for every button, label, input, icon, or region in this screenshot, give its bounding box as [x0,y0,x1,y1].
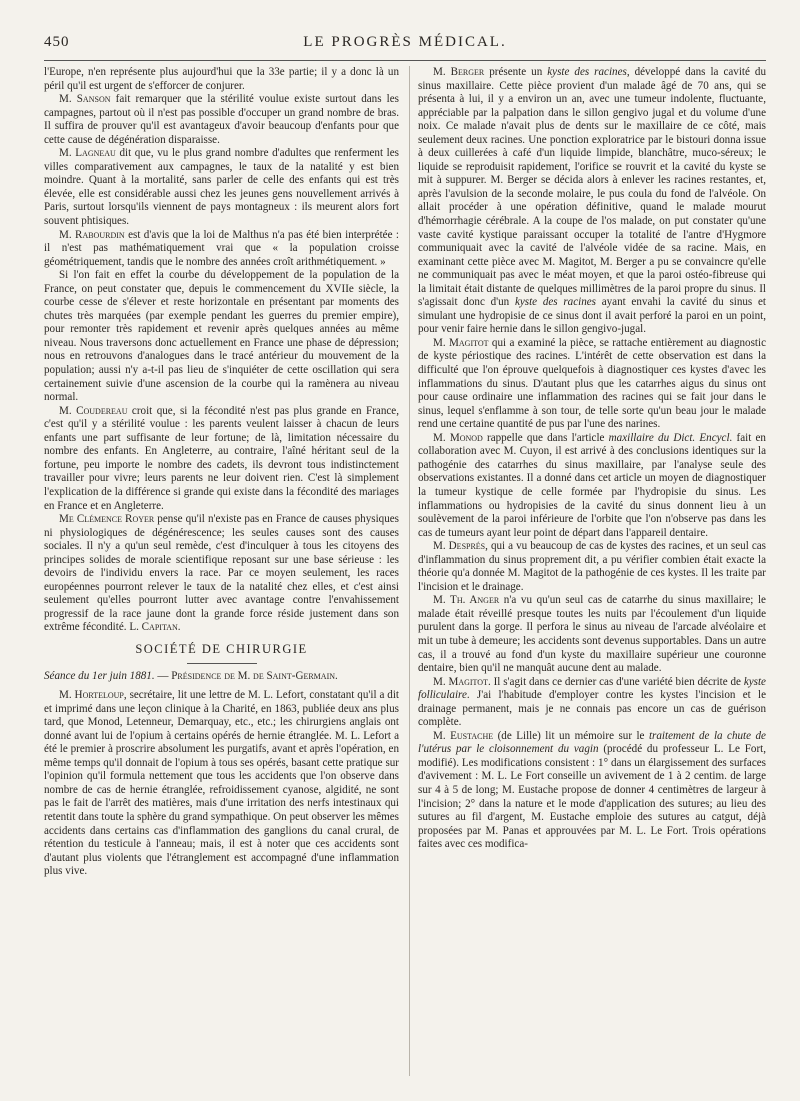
paragraph: M. Lagneau dit que, vu le plus grand nombre d'adultes que renferment les villes comparativement aux campagnes, le taux de la natalité y est bien moindre. Quant à la mortalité, sans parler de celle des enfants qui est très élevée, elle est considérable aussi chez les jeunes gens nouvellement arrivés à Paris, surtout lorsqu'ils viennent de pays montagneux : ils meurent alors fort souvent phtisiques. [44,147,399,228]
speaker-name: Me Clémence Royer [59,513,155,526]
speaker-name: M. Th. Anger [433,594,500,607]
section-rule [187,663,257,664]
paragraph: M. Horteloup, secrétaire, lit une lettre de M. L. Lefort, constatant qu'il a dit et imprimé dans une leçon clinique à la Charité, en 1863, publiée deux ans plus tard, que Monod, Letenneur, Demarquay, etc., etc.; les chirurgiens anglais ont donné avant lui de l'opium à certains opérés de hernie étranglée. M. L. Lefort a été le premier à proscrire absolument les purgatifs, avant et après l'opération, en même temps qu'il donnait de l'opium à tous ses opérés, basant cette pratique sur l'opinion qu'il formula nettement que tous les accidents que l'on observe dans nombre de cas de hernie étranglée, refroidissement cyanose, algidité, ne sont pas le fait de l'arrêt des matières, mais d'une irritation des nerfs intestinaux qui retentit dans toute la sphère du grand sympathique. On peut observer les mêmes accidents dans certains cas d'inflammation des ganglions du canal crural, de rétention du testicule à l'anneau; mais, il est à noter que ces accidents sont d'autant plus violents que l'étranglement est accompagné d'une inflammation plus vive. [44,689,399,878]
running-title: LE PROGRÈS MÉDICAL. [303,34,507,50]
speaker-name: M. Lagneau [59,147,116,160]
speaker-name: M. Magitot [433,336,489,349]
paragraph: M. Rabourdin est d'avis que la loi de Malthus n'a pas été bien interprétée : il n'est pas mathématiquement vrai que « la population croisse géométriquement, tandis que le nombre des années croît arithmétiquement. » [44,228,399,268]
section-title: SOCIÉTÉ DE CHIRURGIE [135,641,308,656]
paragraph: M. Monod rappelle que dans l'article maxillaire du Dict. Encycl. fait en collaboration avec M. Cuyon, il est arrivé à des conclusions identiques sur la pathogénie des catarrhes du sinus maxillaire, par l'analyse seule des observations existantes. Il a donné dans cet article un moyen de diagnostiquer la tumeur kystique de celle formée par l'hydropisie du sinus. Les inflammations ou hydropisies de la cavité du sinus donnent lieu à un soulèvement de la paroi inférieure de l'orbite que l'on n'observe pas dans les cas de tumeurs ayant leur point de départ dans l'appareil dentaire. [418,431,766,539]
speaker-name: M. Sanson [59,93,111,106]
paragraph: Si l'on fait en effet la courbe du développement de la population de la France, on peut constater que, depuis le commencement du XVIIe siècle, la courbe cesse de s'élever et reste horizontale en présentant par moments des chutes très marquées (par exemple pendant les guerres du premier empire), pour remonter très rapidement et revenir après quelques années au même niveau. Nous traversons donc actuellement en France une phase de dépression; nous en retrouvons d'analogues dans le tracé antérieur du mouvement de la population; aussi n'y a-t-il pas lieu de s'inquiéter de cette oscillation qui sera certainement suivie d'une ascension de la courbe qui la ramènera au niveau normal. [44,269,399,404]
speaker-name: M. Eustache [433,729,494,742]
header-rule [44,60,766,61]
paragraph: M. Berger présente un kyste des racines, développé dans la cavité du sinus maxillaire. Cette pièce provient d'un malade âgé de 70 ans, qui se présenta à lui, il y a environ un an, avec une tumeur indolente, fluctuante, appréciable par la palpation dans le sillon gengivo jugal et du volume d'une noix. Ce malade n'avait plus de dents sur le maxillaire de ce côté, mais seulement deux racines. Une ponction exploratrice par le bistouri donna issue à deux cuillerées à café d'un liquide limpide, blanchâtre, muco-séreux; le liquide se reproduisit rapidement, l'orifice se rouvrit et la cavité du kyste se mit à suppurer. M. Berger se décida alors à enlever les racines restantes, et, après l'avulsion de la seconde molaire, le pus coula du fond de l'alvéole. On allait procéder à une opération définitive, quand le malade mourut d'hémorrhagie cérébrale. A la coupe de l'os malade, on put constater qu'une vaste cavité kystique paraissant occuper la totalité de l'antre d'Hygmore communiquait avec la cavité de l'alvéole vidée de sa racine. Mais, en examinant cette pièce avec M. Magitot, M. Berger a pu se convaincre qu'elle ne communiquait pas avec le méat moyen, et que la paroi ostéo-fibreuse qui la limitait était distante de quelques millimètres de la paroi propre du sinus. Il s'agissait donc d'un kyste des racines ayant envahi la cavité du sinus et simulant une hydropisie de ce sinus dont il avait perforé la paroi en un point, pour venir faire hernie dans le sillon gengivo-jugal. [418,66,766,336]
session-date: Séance du 1er juin 1881. [44,669,155,682]
speaker-name: M. Berger [433,66,485,78]
right-column [418,66,766,1076]
page-header [44,30,766,54]
author-signature: L. Capitan. [129,621,181,634]
left-column [44,66,399,1076]
paragraph: M. Eustache (de Lille) lit un mémoire sur le traitement de la chute de l'utérus par le cloisonnement du vagin (procédé du professeur L. Le Fort, modifié). Les modifications consistent : 1° dans un élargissement des surfaces d'avivement : M. L. Le Fort conseille un avivement de 1 à 2 centim. de large sur 4 à 5 de long; M. Eustache propose de donner 4 centimètres de largeur à l'incision; 2° dans la nature et le mode d'application des sutures; au lieu des sutures au fil d'argent, M. Eustache emploie des sutures au catgut, déjà proposées par M. Panas et approuvées par M. L. Le Fort. Trois opérations faites avec ces modifica- [418,729,766,851]
paragraph: M. Sanson fait remarquer que la stérilité voulue existe surtout dans les campagnes, partout où il n'est pas possible d'occuper un grand nombre de bras. Il suffira de prouver qu'il est avantageux d'avoir beaucoup d'enfants pour que cette cause de dégénération disparaisse. [44,93,399,146]
paragraph: l'Europe, n'en représente plus aujourd'hui que la 33e partie; il y a donc là un péril qu'il est urgent de s'efforcer de conjurer. [44,66,399,92]
speaker-name: M. Horteloup [59,689,124,702]
term: kyste folliculaire [418,675,766,702]
term: traitement de la chute de l'utérus par le cloisonnement du vagin [418,729,766,756]
paragraph: M. Coudereau croit que, si la fécondité n'est pas plus grande en France, c'est qu'il y a stérilité voulue : les parents veulent laisser à chacun de leurs enfants une part suffisante de leur fortune; de là, limitation nécessaire du nombre des enfants. En Angleterre, au contraire, l'aîné héritant seul de la fortune, peu importe le nombre des cadets, ils devront tous indistinctement travailler pour vivre; leurs parents ne leur doivent rien. C'est là simplement l'explication de la différence si grande qui existe dans la fécondité des mariages en France et en Angleterre. [44,404,399,512]
paragraph: M. Magitot qui a examiné la pièce, se rattache entièrement au diagnostic de kyste périostique des racines. L'intérêt de cette observation est dans la difficulté que l'on éprouve quelquefois à diagnostiquer ces kystes d'avec les inflammations du sinus. D'autant plus que les catarrhes aigus du sinus ont pour cause ordinaire une inflammation des racines qui se fait jour dans le sinus, lequel s'enflamme à son tour, de telle sorte qu'un beau jour le malade rend une certaine quantité de pus par l'une des narines. [418,336,766,431]
speaker-name: M. Després [433,540,486,553]
speaker-name: M. Rabourdin [59,228,125,241]
session-presidency: — Présidence de M. de Saint-Germain. [154,669,338,682]
column-divider [409,66,410,1076]
paragraph: Me Clémence Royer pense qu'il n'existe pas en France de causes physiques ni physiologiques de dégénérescence; les seules causes sont des causes sociales. Il n'y a qu'un seul remède, c'est d'inculquer à tous les citoyens des principes solides de morale scientifique reposant sur une base sérieuse : les devoirs de l'individu envers la race. Par ce moyen seulement, les races européennes pourront relever le taux de la natalité chez elles, et c'est ainsi seulement qu'elles pourront lutter avec avantage contre l'envahissement progressif de la race jaune dont la grande force réside justement dans son extrême fécondité. L. Capitan. [44,513,399,634]
paragraph: M. Th. Anger n'a vu qu'un seul cas de catarrhe du sinus maxillaire; le malade était réveillé presque toutes les nuits par l'écoulement d'un liquide purulent dans la gorge. Il perfora le sinus au niveau de l'arcade alvéolaire et mit un tube à demeure; les accidents sont devenus supportables. Dans un autre cas, il a trouvé au fond d'un kyste du maxillaire supérieur une couronne dentaire, bien qu'il ne manquât aucune dent au malade. [418,594,766,675]
term: kyste des racines [547,66,627,78]
speaker-name: M. Coudereau [59,404,128,417]
term: kyste des racines [514,296,596,309]
speaker-name: M. Monod [433,431,483,444]
paragraph: M. Després, qui a vu beaucoup de cas de kystes des racines, et un seul cas d'inflammation du sinus proprement dit, a pu vérifier combien était exacte la théorie qu'a donnée M. Magitot de la pathogénie de ces kystes. Il les traite par l'incision et le drainage. [418,540,766,593]
page-number: 450 [44,34,70,50]
session-line [44,670,399,684]
term: maxillaire du Dict. Encycl. [608,431,733,444]
speaker-name: M. Magitot [433,675,488,688]
paragraph: M. Magitot. Il s'agit dans ce dernier cas d'une variété bien décrite de kyste folliculaire. J'ai l'habitude d'employer contre les kystes l'incision et le drainage permanent, mais je ne connais pas encore un cas de guérison complète. [418,675,766,729]
